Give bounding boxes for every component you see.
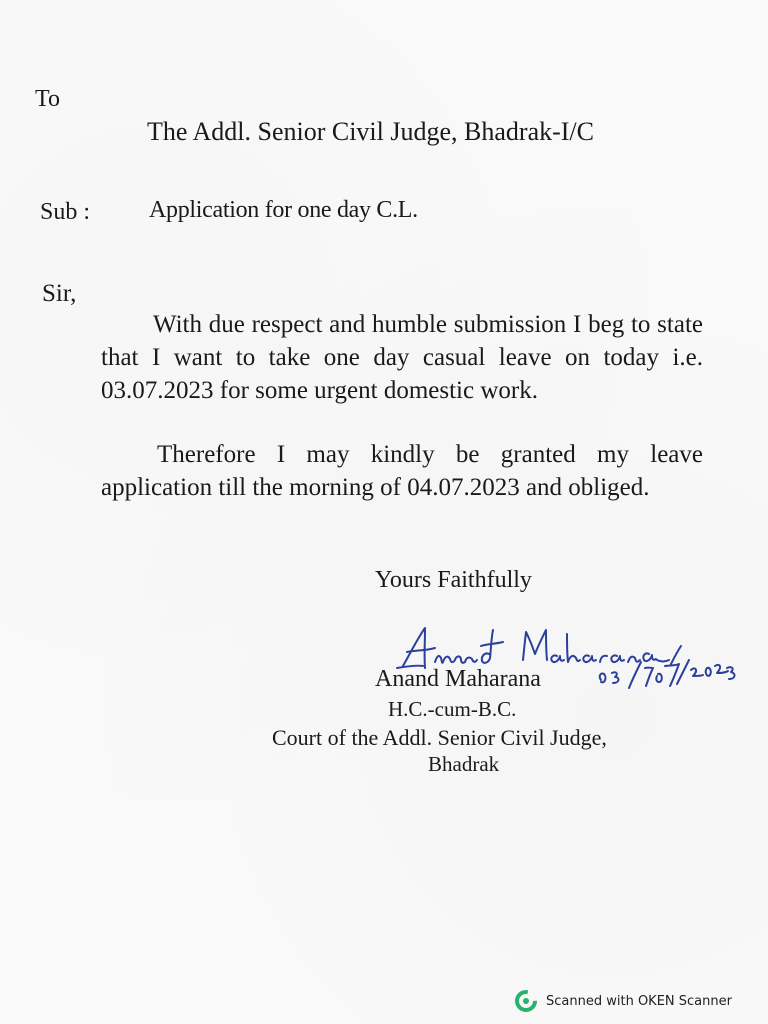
sender-name: Anand Maharana	[375, 666, 541, 692]
closing-line: Yours Faithfully	[375, 567, 532, 593]
body-paragraph-1: With due respect and humble submission I beg to state that I want to take one day casual leave on today i.e. 03.07.2023 for some urgent domestic work.	[101, 311, 703, 404]
sender-place: Bhadrak	[428, 752, 500, 776]
sender-office: Court of the Addl. Senior Civil Judge,	[272, 725, 607, 750]
subject-text: Application for one day C.L.	[149, 197, 418, 223]
body-paragraph-2: Therefore I may kindly be granted my leave application till the morning of 04.07.2023 and obliged.	[101, 441, 703, 501]
addressee-to: To	[35, 86, 60, 112]
scanner-watermark	[514, 988, 732, 1014]
oken-scanner-logo-icon	[514, 989, 538, 1013]
recipient-line: The Addl. Senior Civil Judge, Bhadrak-I/C	[147, 117, 595, 146]
sender-designation: H.C.-cum-B.C.	[388, 697, 517, 721]
scanner-watermark-text: Scanned with OKEN Scanner	[546, 993, 732, 1009]
subject-label: Sub :	[40, 199, 91, 225]
salutation: Sir,	[42, 280, 77, 307]
